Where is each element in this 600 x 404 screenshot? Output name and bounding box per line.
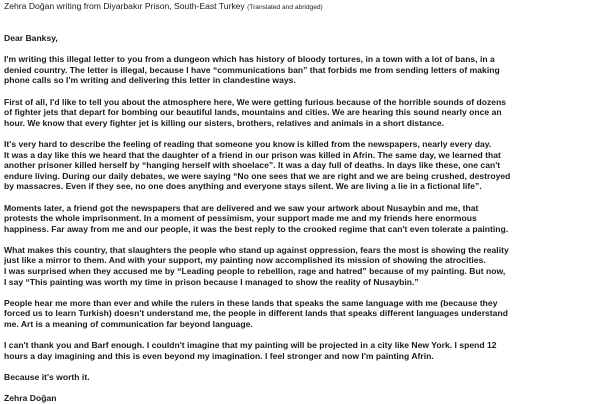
text-line: I say “This painting was worth my time in prison because I managed to show the reality of Nusaybin.” bbox=[4, 276, 419, 287]
paragraph bbox=[4, 203, 596, 235]
text-line: of fighter jets that depart for bombing our beautiful lands, mountains and cities. We are hearing this sound nearly once an bbox=[4, 107, 502, 118]
text-line: protests the whole imprisonment. In a moment of pessimism, your support made me and my friends here enormous bbox=[4, 213, 477, 224]
text-line: by massacres. Even if they see, no one does anything and everyone stays silent. We are living a lie in a fictional life”. bbox=[4, 181, 482, 192]
text-line: happiness. Far away from me and our people, it was the best reply to the crooked regime that can't even tolerate a painting. bbox=[4, 223, 509, 234]
text-line: I'm writing this illegal letter to you from a dungeon which has history of bloody tortures, in a town with a lot of bans, in a bbox=[4, 54, 495, 65]
letter-header bbox=[4, 1, 596, 13]
letter-body bbox=[4, 33, 596, 404]
text-line: Moments later, a friend got the newspapers that are delivered and we saw your artwork about Nusaybin and me, that bbox=[4, 202, 479, 213]
text-line: just like a mirror to them. And with your support, my painting now accomplished its mission of showing the atrocities. bbox=[4, 255, 486, 266]
text-line: another prisoner killed herself by “hanging herself with shoelace”. It was a day full of deaths. In days like these, one can't bbox=[4, 160, 501, 171]
text-line: denied country. The letter is illegal, because I have “communications ban” that forbids me from sending letters of making bbox=[4, 64, 500, 75]
text-line: me. Art is a meaning of communication far beyond language. bbox=[4, 319, 253, 330]
text-line: Because it's worth it. bbox=[4, 372, 90, 382]
header-note: (Translated and abridged) bbox=[247, 4, 323, 11]
text-line: endure living. During our daily debates, we were saying “No one sees that we are right and we are being crushed, destroyed bbox=[4, 170, 511, 181]
paragraph bbox=[4, 298, 596, 330]
paragraph bbox=[4, 340, 596, 361]
header-source: Zehra Doğan writing from Diyarbakır Prison, South-East Turkey bbox=[4, 1, 245, 11]
paragraph bbox=[4, 372, 596, 383]
paragraph bbox=[4, 54, 596, 86]
paragraph bbox=[4, 97, 596, 129]
text-line: hours a day imagining and this is even beyond my imagination. I feel stronger and now I'm painting Afrin. bbox=[4, 350, 434, 361]
text-line: It was a day like this we heard that the daughter of a friend in our prison was killed in Afrin. The same day, we learned that bbox=[4, 149, 501, 160]
text-line: First of all, I'd like to tell you about the atmosphere here, We were getting furious because of the horrible sounds of dozens bbox=[4, 96, 507, 107]
text-line: It's very hard to describe the feeling of reading that someone you know is killed from the newspapers, nearly every day. bbox=[4, 138, 492, 149]
paragraph bbox=[4, 139, 596, 192]
text-line: I can't thank you and Barf enough. I couldn't imagine that my painting will be projected in a city like New York. I spend 12 bbox=[4, 340, 497, 351]
salutation: Dear Banksy, bbox=[4, 33, 58, 43]
text-line: phone calls so I'm writing and delivering this letter in clandestine ways. bbox=[4, 75, 296, 86]
text-line: hour. We know that every fighter jet is killing our sisters, brothers, relatives and animals in a short distance. bbox=[4, 117, 445, 128]
signature: Zehra Doğan bbox=[4, 393, 57, 404]
text-line: I was surprised when they accused me by “Leading people to rebellion, rage and hatred” because of my painting. But now, bbox=[4, 266, 506, 277]
text-line: What makes this country, that slaughters the people who stand up against oppression, fears the most is showing the reality bbox=[4, 244, 509, 255]
paragraph bbox=[4, 245, 596, 287]
text-line: forced us to learn Turkish) doesn't understand me, the people in different lands that speaks different languages understand bbox=[4, 308, 508, 319]
text-line: People hear me more than ever and while the rulers in these lands that speaks the same language with me (because they bbox=[4, 297, 498, 308]
